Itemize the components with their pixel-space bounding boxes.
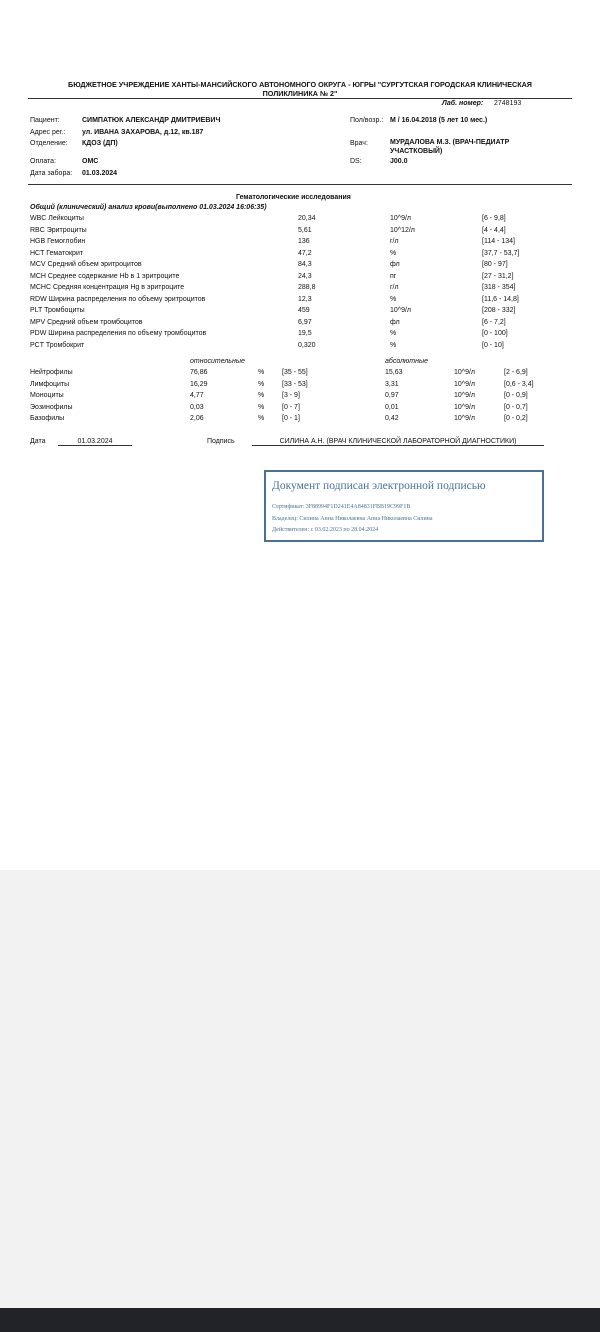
diagnosis-label: DS: [350,158,362,165]
doctor-label: Врач: [350,140,368,147]
test-name: RDW Ширина распределения по объему эритроцитов [30,295,206,303]
footer-date-value: 01.03.2024 [58,438,132,446]
test-value: 288,8 [298,284,316,291]
test-value: 12,3 [298,295,312,303]
address-label: Адрес рег.: [30,129,66,136]
section-title: Гематологические исследования [236,194,351,201]
dept-label: Отделение: [30,140,68,147]
stamp-heading: Документ подписан электронной подписью [272,480,486,492]
absolute-header: абсолютные [385,358,429,365]
table-row [30,284,570,295]
payment-label: Оплата: [30,158,57,165]
test-reference: [208 - 332] [482,307,516,314]
patient-name: СИМПАТЮК АЛЕКСАНДР ДМИТРИЕВИЧ [82,117,221,124]
absolute-unit: 10^9/л [454,369,475,376]
relative-unit: % [258,369,265,376]
bottom-bar [0,1308,600,1332]
absolute-value: 0,97 [385,392,399,399]
footer-sign-label: Подпись [207,438,235,445]
divider [28,98,572,99]
test-value: 6,97 [298,318,312,326]
test-unit: 10^12/л [390,226,415,234]
relative-value: 16,29 [190,380,208,388]
test-value: 19,5 [298,330,312,337]
test-value: 24,3 [298,272,312,280]
table-row [30,369,570,380]
test-name: WBC Лейкоциты [30,215,84,222]
table-row [30,238,570,249]
table-row [30,392,570,403]
test-reference: [11,6 - 14,8] [482,295,519,303]
absolute-reference: [2 - 6,9] [504,369,528,376]
table-row [30,381,570,392]
patient-label: Пациент: [30,117,60,124]
absolute-value: 15,63 [385,369,403,376]
test-value: 136 [298,238,310,245]
test-name: MCH Среднее содержание Hb в 1 эритроците [30,272,180,280]
collection-date-label: Дата забора: [30,170,73,177]
relative-value: 4,77 [190,392,204,399]
test-value: 47,2 [298,249,312,257]
relative-reference: [3 - 9] [282,392,300,399]
test-value: 459 [298,307,310,314]
test-unit: 10^9/л [390,215,411,222]
cell-name: Моноциты [30,392,64,399]
table-row [30,261,570,272]
test-unit: % [390,330,397,337]
relative-unit: % [258,403,265,411]
test-value: 84,3 [298,261,312,268]
test-reference: [6 - 9,8] [482,215,506,222]
absolute-reference: [0 - 0,7] [504,403,528,411]
test-unit: пг [390,272,397,280]
doctor-value-line2: УЧАСТКОВЫЙ) [390,148,443,155]
absolute-reference: [0,6 - 3,4] [504,380,534,388]
table-row [30,330,570,341]
empty-area [0,870,600,1308]
test-name: MPV Средний объем тромбоцитов [30,318,143,326]
table-row [30,307,570,318]
institution-title: БЮДЖЕТНОЕ УЧРЕЖДЕНИЕ ХАНТЫ-МАНСИЙСКОГО АВТОНОМНОГО ОКРУГА - ЮГРЫ "СУРГУТСКАЯ ГОРОДСКАЯ КЛИНИЧЕСКАЯ ПОЛИКЛИНИКА № 2" [68,80,532,98]
doctor-value-line1: МУРДАЛОВА М.З. (ВРАЧ-ПЕДИАТР [390,139,510,146]
test-unit: % [390,341,397,349]
table-row [30,342,570,353]
cell-name: Лимфоциты [30,380,70,388]
relative-value: 2,06 [190,415,204,422]
analysis-subtitle: Общий (клинический) анализ крови(выполнено 01.03.2024 16:06:35) [30,204,267,211]
collection-date-value: 01.03.2024 [82,170,118,177]
test-name: PLT Тромбоциты [30,307,85,314]
absolute-value: 3,31 [385,380,399,388]
relative-reference: [35 - 55] [282,369,308,376]
absolute-unit: 10^9/л [454,403,475,411]
lab-number-label: Лаб. номер: [442,100,484,107]
table-row [30,273,570,284]
test-name: PCT Тромбокрит [30,341,85,349]
table-row [30,319,570,330]
payment-value: ОМС [82,158,99,165]
test-reference: [0 - 100] [482,330,508,337]
absolute-unit: 10^9/л [454,380,475,388]
test-unit: фл [390,261,400,268]
absolute-reference: [0 - 0,9] [504,392,528,399]
relative-value: 0,03 [190,403,204,411]
table-row [30,415,570,426]
test-value: 20,34 [298,215,316,222]
relative-unit: % [258,380,265,388]
table-row [30,404,570,415]
relative-unit: % [258,415,265,422]
test-unit: фл [390,318,400,326]
test-reference: [27 - 31,2] [482,272,514,280]
absolute-value: 0,42 [385,415,399,422]
diagnosis-value: J00.0 [390,158,408,165]
stamp-validity: Действителен: с 03.02.2023 по 28.04.2024 [272,527,379,533]
test-reference: [318 - 354] [482,284,516,291]
test-name: HGB Гемоглобин [30,238,86,245]
relative-header: относительные [190,358,245,365]
absolute-unit: 10^9/л [454,415,475,422]
table-row [30,227,570,238]
test-name: PDW Ширина распределения по объему тромбоцитов [30,330,207,337]
test-name: MCHC Средняя концентрация Hg в эритроците [30,284,185,291]
cell-name: Базофилы [30,415,65,422]
test-unit: 10^9/л [390,307,411,314]
relative-value: 76,86 [190,369,208,376]
cell-name: Эозинофилы [30,403,73,411]
dept-value: КДОЗ (ДП) [82,140,118,147]
relative-reference: [0 - 7] [282,403,300,411]
table-row [30,250,570,261]
test-reference: [0 - 10] [482,341,504,349]
test-name: HCT Гематокрит [30,249,84,257]
sex-age-label: Пол/возр.: [350,117,384,124]
absolute-value: 0,01 [385,403,399,411]
test-reference: [114 - 134] [482,238,515,245]
relative-reference: [33 - 53] [282,380,308,388]
test-value: 5,61 [298,226,312,234]
test-reference: [37,7 - 53,7] [482,249,520,257]
relative-reference: [0 - 1] [282,415,300,422]
table-row [30,215,570,226]
test-reference: [4 - 4,4] [482,226,506,234]
stamp-owner: Владелец: Силина Анна Николаевна Анна Николаевна Силина [272,516,433,522]
test-reference: [6 - 7,2] [482,318,506,326]
divider [28,184,572,185]
absolute-reference: [0 - 0,2] [504,415,528,422]
test-unit: г/л [390,238,399,245]
test-unit: % [390,295,397,303]
lab-number-value: 2748193 [494,100,522,107]
test-name: RBC Эритроциты [30,226,87,234]
table-row [30,296,570,307]
footer-date-label: Дата [30,438,46,445]
absolute-unit: 10^9/л [454,392,475,399]
test-unit: г/л [390,284,399,291]
relative-unit: % [258,392,265,399]
stamp-certificate: Сертификат: 3F88994F1D241E4A84831FBB19C99F1B [272,504,411,510]
cell-name: Нейтрофилы [30,369,73,376]
test-unit: % [390,249,397,257]
address-value: ул. ИВАНА ЗАХАРОВА, д.12, кв.187 [82,129,204,136]
test-name: MCV Средний объем эритроцитов [30,261,142,268]
footer-sign-value: СИЛИНА А.Н. (ВРАЧ КЛИНИЧЕСКОЙ ЛАБОРАТОРНОЙ ДИАГНОСТИКИ) [252,438,544,446]
test-reference: [80 - 97] [482,261,508,268]
test-value: 0,320 [298,341,316,349]
electronic-signature-stamp [264,470,544,542]
sex-age-value: М / 16.04.2018 (5 лет 10 мес.) [390,117,488,124]
